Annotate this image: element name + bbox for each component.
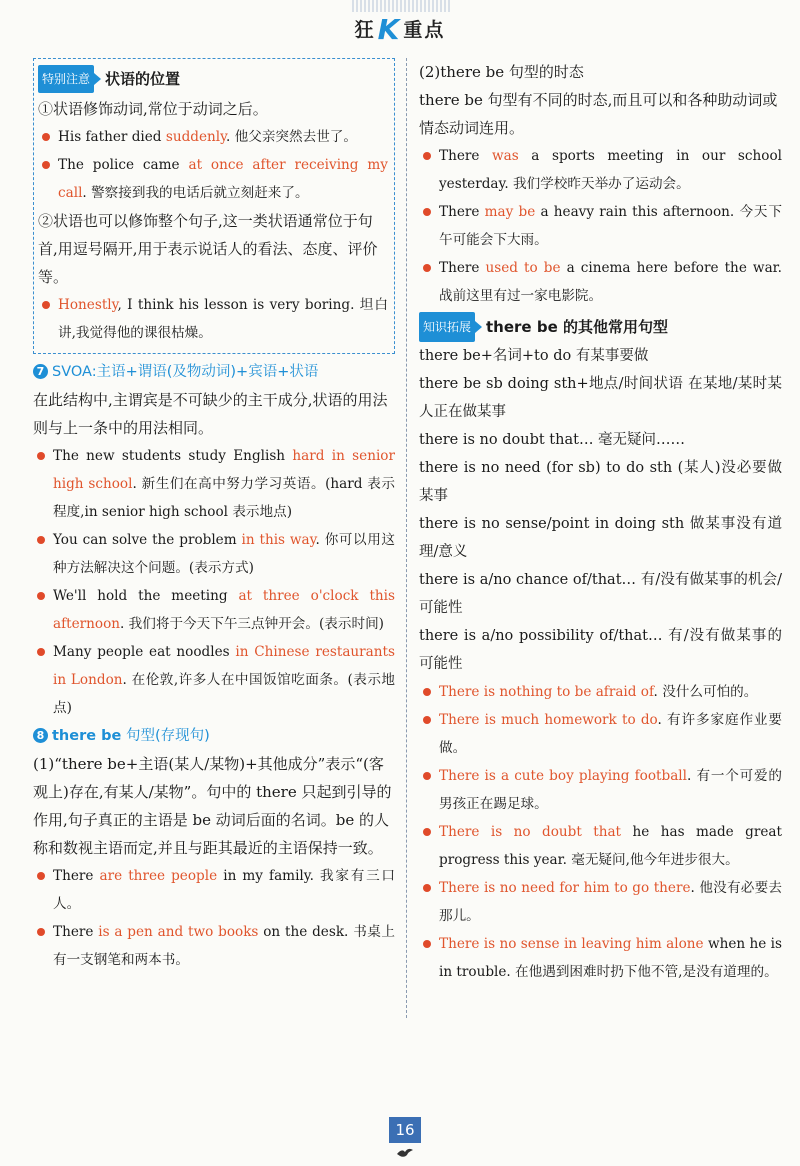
- section-number-badge: 8: [33, 728, 48, 743]
- tag-arrow-icon: [94, 73, 101, 85]
- example: There is no doubt that he has made great progress this year. 毫无疑问,他今年进步很大。: [419, 818, 782, 874]
- tag-arrow-icon: [475, 321, 482, 333]
- note-point-1: ①状语修饰动词,常位于动词之后。: [38, 100, 268, 118]
- special-note-box: [33, 58, 395, 354]
- page-number: 16: [389, 1117, 421, 1143]
- example: There is no need for him to go there. 他没有必要去那儿。: [419, 874, 782, 930]
- section-8-heading: 8 there be 句型(存现句): [33, 722, 395, 750]
- pattern-line: there be+名词+to do 有某事要做: [419, 348, 649, 364]
- pattern-line: there is no sense/point in doing sth 做某事没有道理/意义: [419, 516, 782, 560]
- example: There may be a heavy rain this afternoon. 今天下午可能会下大雨。: [419, 198, 782, 254]
- example: There is nothing to be afraid of. 没什么可怕的。: [419, 678, 782, 706]
- pattern-line: there is no need (for sb) to do sth (某人)没必要做某事: [419, 460, 782, 504]
- bird-icon: [396, 1145, 414, 1159]
- example: There are three people in my family. 我家有三口人。: [33, 862, 395, 918]
- example: There is no sense in leaving him alone when he is in trouble. 在他遇到困难时扔下他不管,是没有道理的。: [419, 930, 782, 986]
- example: There is a cute boy playing football. 有一个可爱的男孩正在踢足球。: [419, 762, 782, 818]
- section-7-heading: 7 SVOA:主语+谓语(及物动词)+宾语+状语: [33, 358, 395, 386]
- extension-tag: 知识拓展: [419, 312, 475, 342]
- special-note-tag: 特别注意: [38, 65, 94, 93]
- pattern-line: there is no doubt that… 毫无疑问……: [419, 432, 686, 448]
- note-point-2: ②状语也可以修饰整个句子,这一类状语通常位于句首,用逗号隔开,用于表示说话人的看法、态度、评价等。: [38, 212, 378, 286]
- example: We'll hold the meeting at three o'clock this afternoon. 我们将于今天下午三点钟开会。(表示时间): [33, 582, 395, 638]
- example: Many people eat noodles in Chinese restaurants in London. 在伦敦,许多人在中国饭馆吃面条。(表示地点): [33, 638, 395, 722]
- example: Honestly, I think his lesson is very boring. 坦白讲,我觉得他的课很枯燥。: [38, 291, 388, 347]
- k-logo-icon: K: [377, 13, 402, 46]
- page-header: [0, 10, 800, 46]
- header-title: 狂K 重点: [354, 13, 446, 46]
- column-divider: [406, 58, 407, 1018]
- example: There is a pen and two books on the desk. 书桌上有一支钢笔和两本书。: [33, 918, 395, 974]
- example: There is much homework to do. 有许多家庭作业要做。: [419, 706, 782, 762]
- right-column: [419, 58, 782, 986]
- extension-title: there be 的其他常用句型: [486, 318, 668, 336]
- example: The police came at once after receiving my call. 警察接到我的电话后就立刻赶来了。: [38, 151, 388, 207]
- extension-heading: [419, 312, 782, 342]
- example: The new students study English hard in senior high school. 新生们在高中努力学习英语。(hard 表示程度,in senior high school 表示地点): [33, 442, 395, 526]
- example: There used to be a cinema here before the war. 战前这里有过一家电影院。: [419, 254, 782, 310]
- tense-desc: there be 句型有不同的时态,而且可以和各种助动词或情态动词连用。: [419, 91, 778, 137]
- example: There was a sports meeting in our school yesterday. 我们学校昨天举办了运动会。: [419, 142, 782, 198]
- pattern-line: there is a/no chance of/that… 有/没有做某事的机会/可能性: [419, 572, 782, 616]
- left-column: [33, 58, 395, 974]
- section-7-desc: 在此结构中,主谓宾是不可缺少的主干成分,状语的用法则与上一条中的用法相同。: [33, 391, 388, 437]
- section-8-desc: (1)“there be+主语(某人/某物)+其他成分”表示“(客观上)存在,有某人/某物”。句中的 there 只起到引导的作用,句子真正的主语是 be 动词后面的名词。be 的人称和数视主语而定,并且与距其最近的主语保持一致。: [33, 755, 392, 857]
- pattern-line: there is a/no possibility of/that… 有/没有做某事的可能性: [419, 628, 782, 672]
- example: You can solve the problem in this way. 你可以用这种方法解决这个问题。(表示方式): [33, 526, 395, 582]
- note-title: 状语的位置: [105, 70, 181, 88]
- example: His father died suddenly. 他父亲突然去世了。: [38, 123, 388, 151]
- pattern-line: there be sb doing sth+地点/时间状语 在某地/某时某人正在做某事: [419, 376, 782, 420]
- section-number-badge: 7: [33, 364, 48, 379]
- tense-subtitle: (2)there be 句型的时态: [419, 63, 584, 81]
